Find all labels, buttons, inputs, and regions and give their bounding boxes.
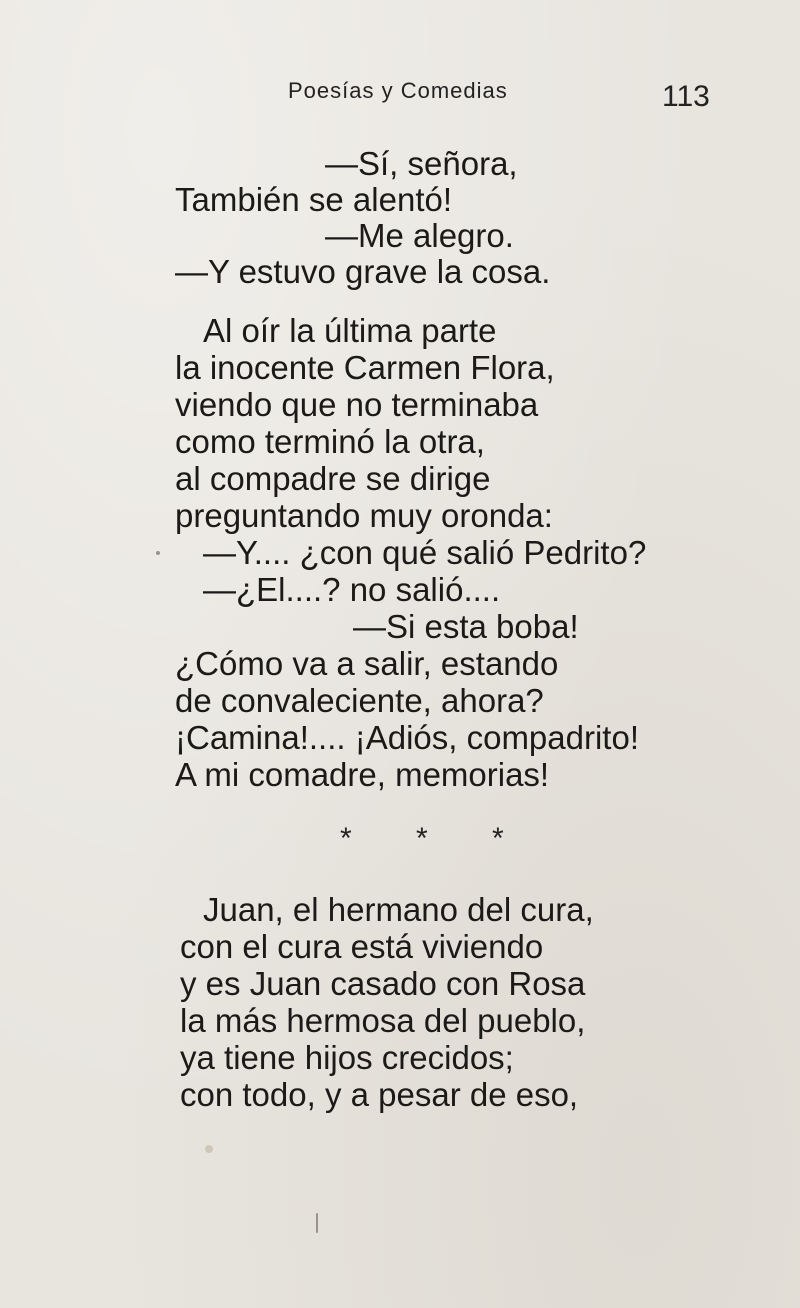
paper-mark xyxy=(316,1213,318,1233)
verse-line: la más hermosa del pueblo, xyxy=(180,1002,586,1039)
verse-line: y es Juan casado con Rosa xyxy=(180,965,586,1002)
paper-speck xyxy=(205,1145,213,1153)
verse-line: con el cura está viviendo xyxy=(180,928,544,965)
verse-line: —¿El....? no salió.... xyxy=(203,571,501,608)
verse-line: Juan, el hermano del cura, xyxy=(203,891,594,928)
verse-line: ¡Camina!.... ¡Adiós, compadrito! xyxy=(175,719,639,756)
verse-line: —Sí, señora, xyxy=(325,145,518,182)
verse-line: de convaleciente, ahora? xyxy=(175,682,544,719)
verse-line: —Y.... ¿con qué salió Pedrito? xyxy=(203,534,647,571)
verse-line: preguntando muy oronda: xyxy=(175,497,553,534)
verse-line: al compadre se dirige xyxy=(175,460,491,497)
verse-line: como terminó la otra, xyxy=(175,423,485,460)
paper-speck xyxy=(156,551,160,555)
verse-line: ya tiene hijos crecidos; xyxy=(180,1039,514,1076)
verse-line: —Me alegro. xyxy=(325,217,514,254)
verse-line: con todo, y a pesar de eso, xyxy=(180,1076,579,1113)
verse-line: viendo que no terminaba xyxy=(175,386,539,423)
verse-line: ¿Cómo va a salir, estando xyxy=(175,645,559,682)
section-separator: * * * xyxy=(340,822,532,855)
verse-line: —Si esta boba! xyxy=(353,608,579,645)
verse-line: la inocente Carmen Flora, xyxy=(175,349,555,386)
verse-line: —Y estuvo grave la cosa. xyxy=(175,253,551,290)
running-head: Poesías y Comedias xyxy=(288,78,508,103)
verse-line: A mi comadre, memorias! xyxy=(175,756,550,793)
verse-line: También se alentó! xyxy=(175,181,453,218)
verse-line: Al oír la última parte xyxy=(203,312,497,349)
page-number: 113 xyxy=(662,80,710,113)
